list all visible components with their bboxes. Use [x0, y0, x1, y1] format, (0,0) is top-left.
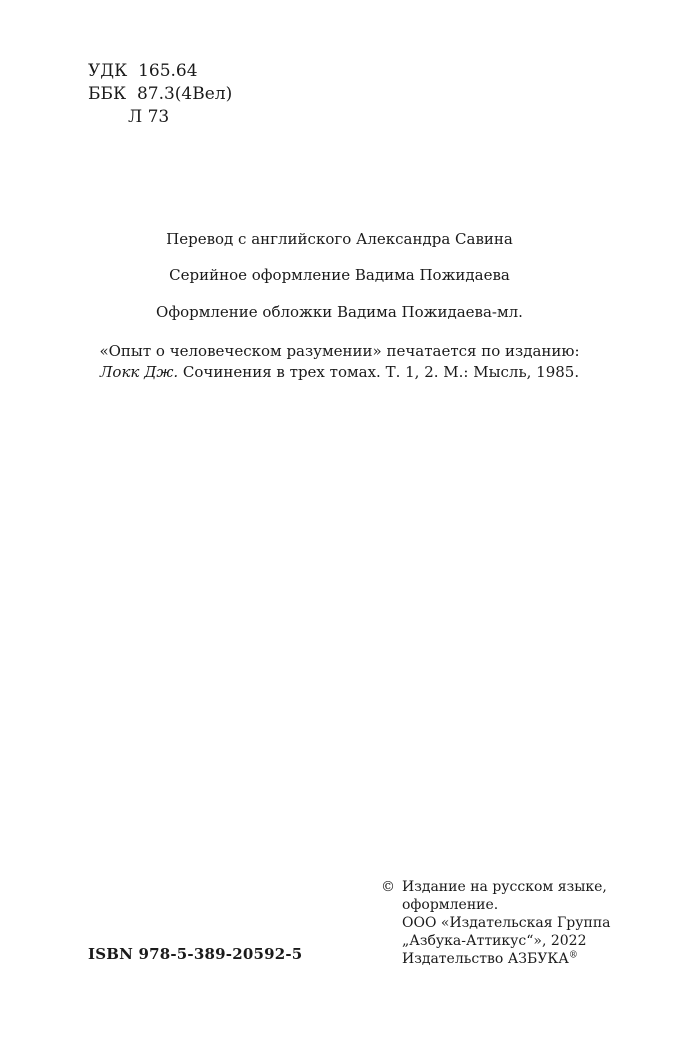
source-author: Локк Дж. — [99, 363, 179, 381]
copyright-line-1: Издание на русском языке, — [402, 879, 607, 895]
copyright-line-4: „Азбука-Аттикус“», 2022 — [402, 933, 587, 949]
copyright-line-5 — [402, 950, 611, 968]
copyright-line-3: ООО «Издательская Группа — [402, 915, 611, 931]
source-line-1: «Опыт о человеческом разумении» печатается по изданию: — [99, 342, 580, 360]
copyright-line-2: оформление. — [402, 897, 499, 913]
source-edition — [0, 341, 679, 383]
isbn: ISBN 978-5-389-20592-5 — [88, 945, 303, 963]
copyright-block — [381, 878, 611, 968]
registered-mark: ® — [568, 950, 578, 961]
cover-design-credit: Оформление обложки Вадима Пожидаева-мл. — [156, 303, 523, 321]
translator-credit: Перевод с английского Александра Савина — [166, 230, 513, 248]
source-line-2 — [0, 362, 679, 383]
copyright-symbol: © — [381, 879, 395, 895]
source-details: Сочинения в трех томах. Т. 1, 2. М.: Мысль, 1985. — [178, 363, 580, 381]
author-mark: Л 73 — [128, 107, 170, 127]
catalog-codes — [88, 60, 232, 129]
bbk-code: ББК 87.3(4Вел) — [88, 84, 233, 104]
udk-code: УДК 165.64 — [88, 61, 198, 81]
publisher-name: Издательство АЗБУКА — [402, 951, 569, 967]
series-design-credit: Серийное оформление Вадима Пожидаева — [169, 266, 510, 284]
